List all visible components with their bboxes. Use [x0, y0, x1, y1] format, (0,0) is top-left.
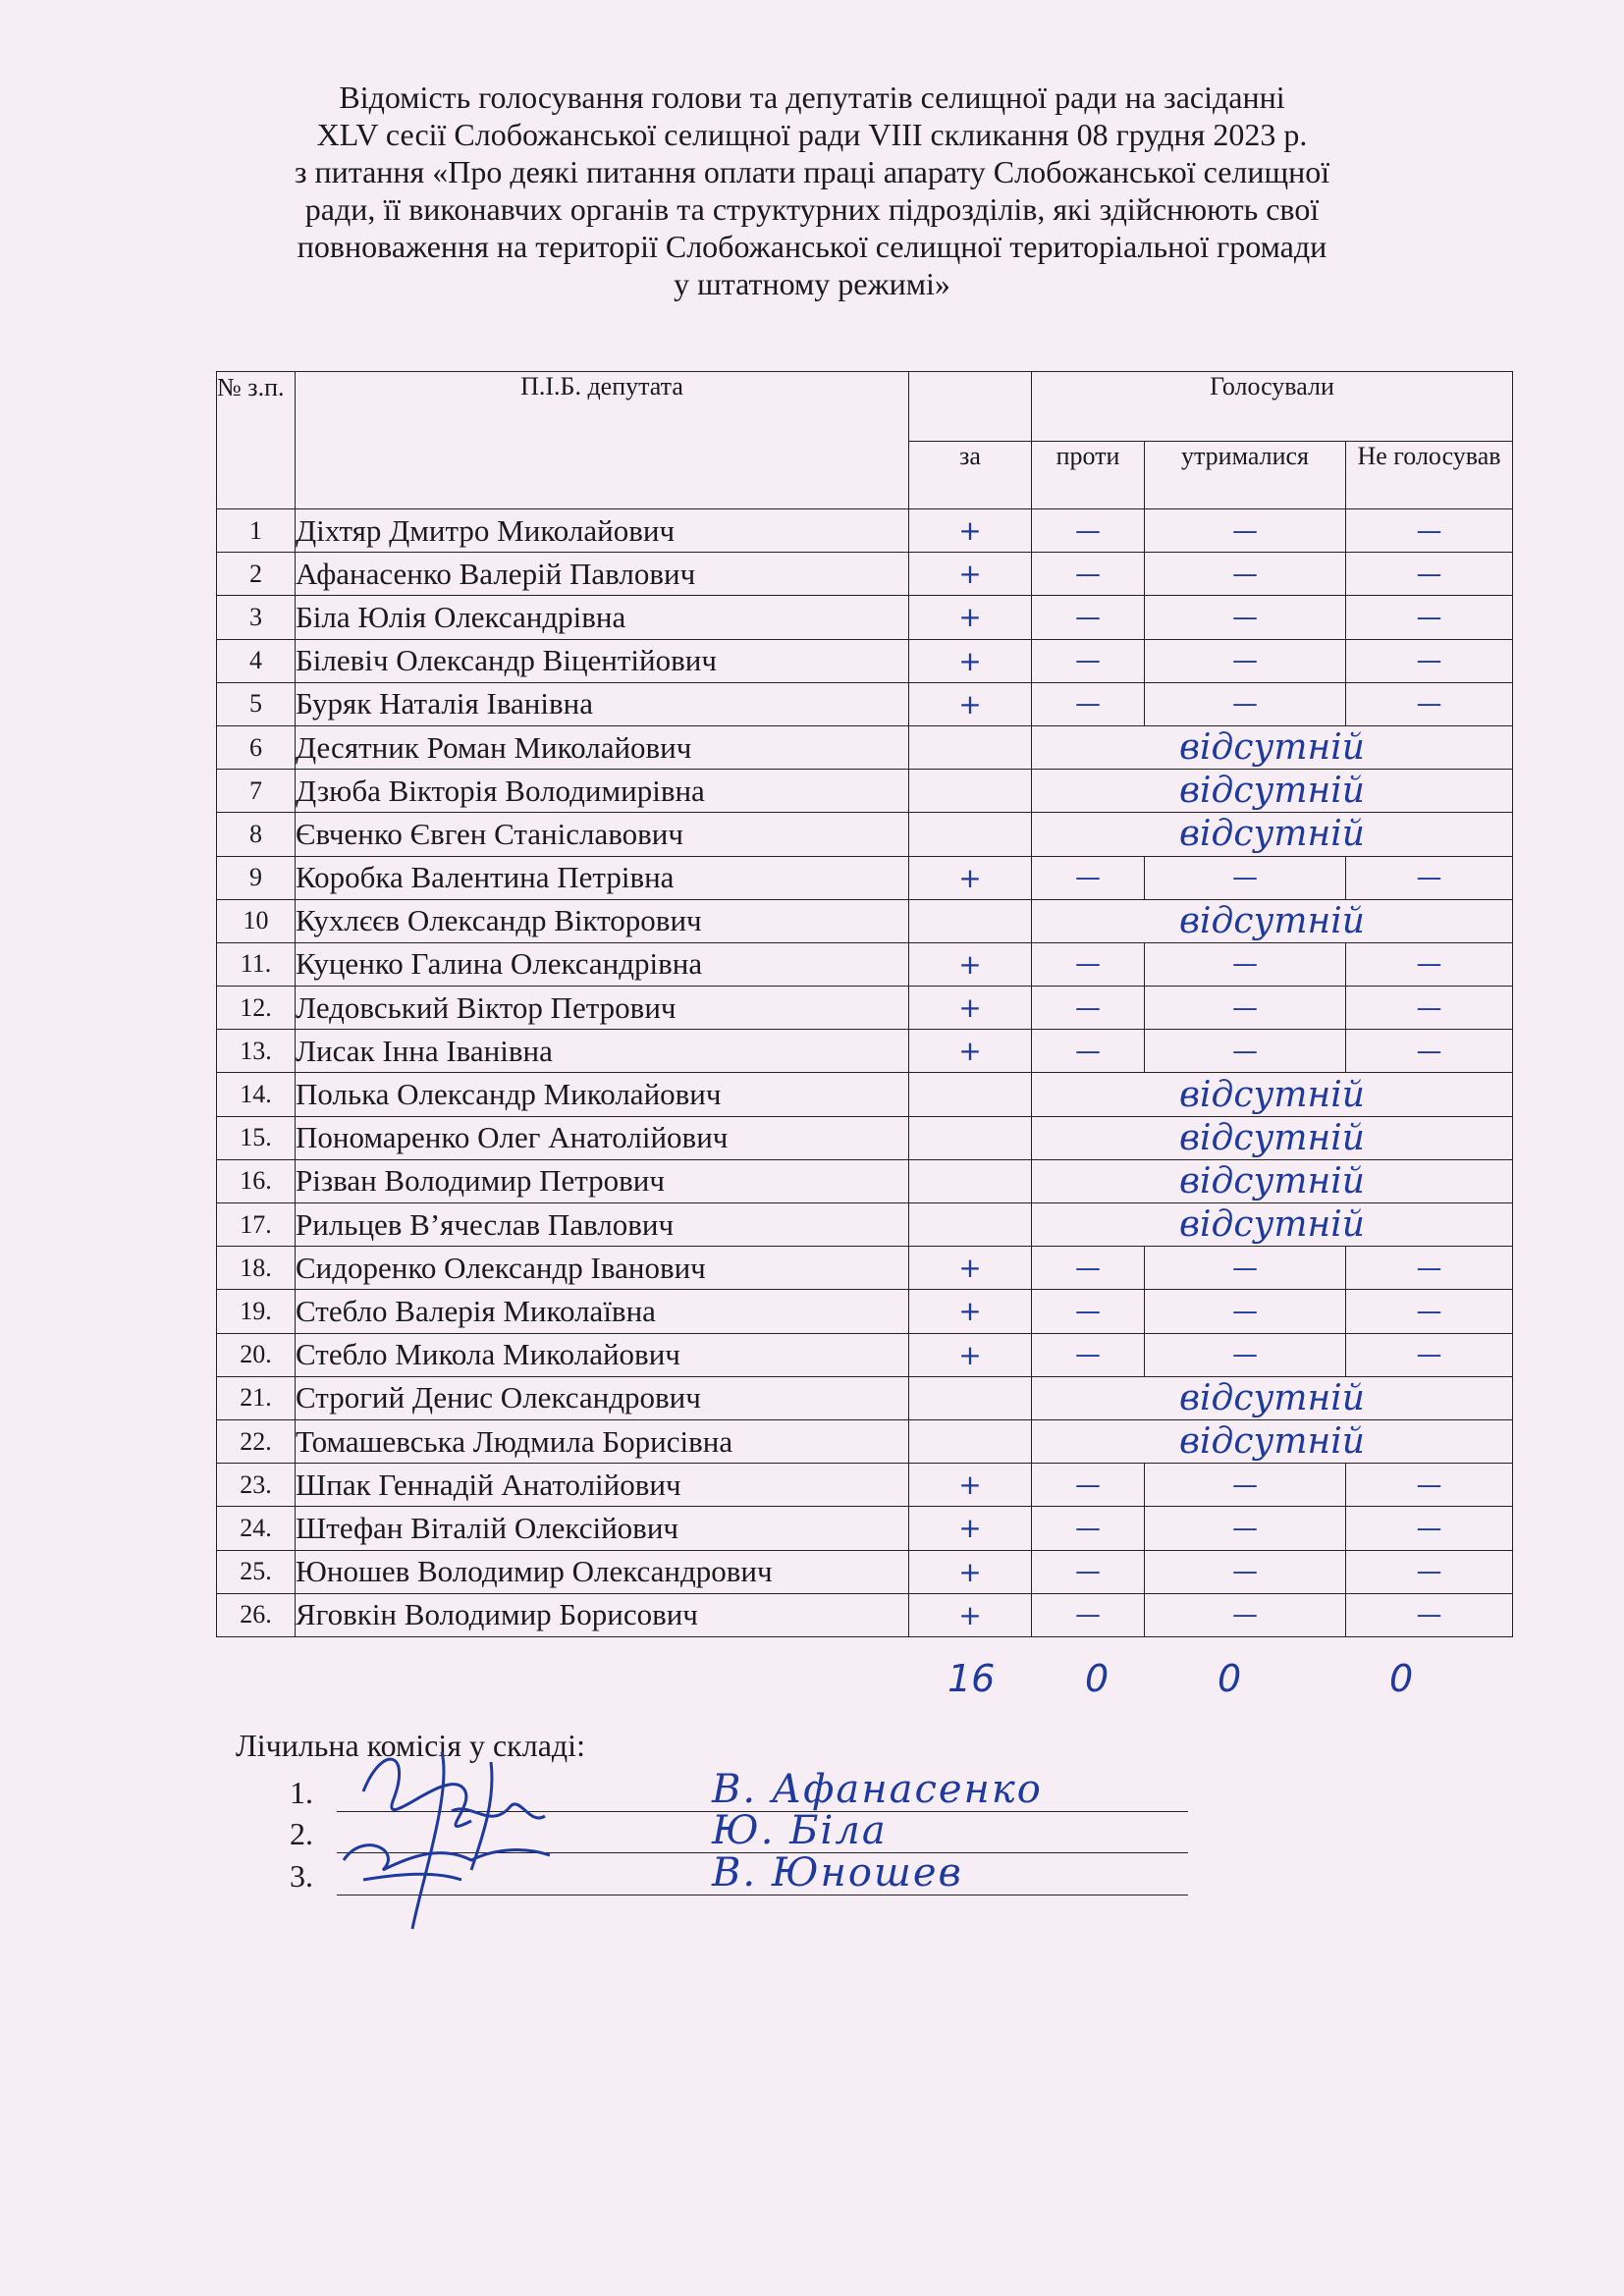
row-number: 6 [217, 725, 296, 769]
deputy-name: Буряк Наталія Іванівна [296, 682, 909, 725]
title-line: повноваження на території Слобожанської селищної територіальної громади [297, 229, 1327, 264]
vote-abstain-cell: — [1145, 682, 1346, 725]
vote-not-voted-cell: — [1346, 856, 1513, 899]
deputy-name: Діхтяр Дмитро Миколайович [296, 509, 909, 553]
vote-against-cell: — [1032, 682, 1145, 725]
table-row [217, 942, 1513, 986]
deputy-name: Стебло Валерія Миколаївна [296, 1290, 909, 1333]
vote-not-voted-cell: — [1346, 1290, 1513, 1333]
vote-against-cell: — [1032, 1464, 1145, 1507]
vote-for-cell: + [909, 1507, 1032, 1550]
signature-stroke-2 [452, 1804, 545, 1818]
deputy-name: Шпак Геннадій Анатолійович [296, 1464, 909, 1507]
signature-stroke-1 [363, 1752, 492, 1929]
table-row [217, 856, 1513, 899]
vote-not-voted-cell: — [1346, 1333, 1513, 1376]
vote-for-cell: + [909, 942, 1032, 986]
table-row [217, 1419, 1513, 1463]
vote-not-voted-cell: — [1346, 1550, 1513, 1593]
vote-not-voted-cell: — [1346, 682, 1513, 725]
title-line: Відомість голосування голови та депутатів селищної ради на засіданні [339, 80, 1285, 115]
absent-note: відсутній [1032, 1073, 1513, 1116]
deputy-name: Рильцев В’ячеслав Павлович [296, 1203, 909, 1247]
table-row [217, 1247, 1513, 1290]
vote-for-cell: + [909, 1290, 1032, 1333]
vote-against-cell: — [1032, 1030, 1145, 1073]
vote-for-cell [909, 813, 1032, 856]
row-number: 11. [217, 942, 296, 986]
absent-note: відсутній [1032, 1116, 1513, 1159]
table-row [217, 899, 1513, 942]
vote-abstain-cell: — [1145, 942, 1346, 986]
table-row [217, 725, 1513, 769]
vote-abstain-cell: — [1145, 1290, 1346, 1333]
table-row [217, 682, 1513, 725]
member-number: 3. [290, 1858, 313, 1894]
vote-for-cell [909, 770, 1032, 813]
deputy-name: Стебло Микола Миколайович [296, 1333, 909, 1376]
absent-note: відсутній [1032, 1376, 1513, 1419]
vote-not-voted-cell: — [1346, 1507, 1513, 1550]
vote-for-cell: + [909, 509, 1032, 553]
document-title [0, 79, 1624, 302]
vote-table [216, 371, 1513, 1637]
vote-for-cell [909, 725, 1032, 769]
vote-for-cell: + [909, 987, 1032, 1030]
absent-note: відсутній [1032, 813, 1513, 856]
table-row [217, 1159, 1513, 1202]
vote-against-cell: — [1032, 509, 1145, 553]
table-row [217, 1073, 1513, 1116]
row-number: 26. [217, 1593, 296, 1636]
vote-for-cell [909, 1073, 1032, 1116]
row-number: 21. [217, 1376, 296, 1419]
row-number: 24. [217, 1507, 296, 1550]
vote-for-cell: + [909, 682, 1032, 725]
table-row [217, 1376, 1513, 1419]
vote-not-voted-cell: — [1346, 596, 1513, 639]
vote-abstain-cell: — [1145, 639, 1346, 682]
deputy-name: Юношев Володимир Олександрович [296, 1550, 909, 1593]
table-row [217, 1550, 1513, 1593]
table-row [217, 1116, 1513, 1159]
col-header-name: П.І.Б. депутата [296, 372, 909, 509]
row-number: 25. [217, 1550, 296, 1593]
absent-note: відсутній [1032, 1203, 1513, 1247]
deputy-name: Томашевська Людмила Борисівна [296, 1419, 909, 1463]
vote-against-cell: — [1032, 1247, 1145, 1290]
deputy-name: Куценко Галина Олександрівна [296, 942, 909, 986]
vote-for-cell [909, 1203, 1032, 1247]
deputy-name: Білевіч Олександр Віцентійович [296, 639, 909, 682]
row-number: 5 [217, 682, 296, 725]
commission-title: Лічильна комісія у складі: [236, 1728, 585, 1763]
table-row [217, 553, 1513, 596]
row-number: 2 [217, 553, 296, 596]
deputy-name: Пономаренко Олег Анатолійович [296, 1116, 909, 1159]
absent-note: відсутній [1032, 1419, 1513, 1463]
title-line: ради, її виконавчих органів та структурних підрозділів, які здійснюють свої [304, 191, 1320, 227]
absent-note: відсутній [1032, 725, 1513, 769]
vote-abstain-cell: — [1145, 1593, 1346, 1636]
vote-for-cell: + [909, 639, 1032, 682]
member-number: 1. [290, 1775, 313, 1810]
member-signature: Ю. Біла [712, 1808, 888, 1853]
deputy-name: Строгий Денис Олександрович [296, 1376, 909, 1419]
vote-abstain-cell: — [1145, 1550, 1346, 1593]
col-header-number: № з.п. [217, 372, 296, 509]
deputy-name: Дзюба Вікторія Володимирівна [296, 770, 909, 813]
deputy-name: Різван Володимир Петрович [296, 1159, 909, 1202]
row-number: 20. [217, 1333, 296, 1376]
row-number: 9 [217, 856, 296, 899]
row-number: 17. [217, 1203, 296, 1247]
vote-against-cell: — [1032, 1550, 1145, 1593]
vote-abstain-cell: — [1145, 509, 1346, 553]
vote-against-cell: — [1032, 1593, 1145, 1636]
vote-not-voted-cell: — [1346, 1464, 1513, 1507]
table-row [217, 1333, 1513, 1376]
vote-against-cell: — [1032, 856, 1145, 899]
vote-abstain-cell: — [1145, 1464, 1346, 1507]
table-row [217, 1030, 1513, 1073]
vote-abstain-cell: — [1145, 1333, 1346, 1376]
vote-not-voted-cell: — [1346, 509, 1513, 553]
row-number: 19. [217, 1290, 296, 1333]
table-row [217, 1203, 1513, 1247]
vote-not-voted-cell: — [1346, 1593, 1513, 1636]
row-number: 23. [217, 1464, 296, 1507]
vote-not-voted-cell: — [1346, 1030, 1513, 1073]
title-line: у штатному режимі» [674, 266, 950, 301]
vote-for-cell: + [909, 1333, 1032, 1376]
vote-for-cell: + [909, 1550, 1032, 1593]
row-number: 18. [217, 1247, 296, 1290]
table-row [217, 987, 1513, 1030]
deputy-name: Афанасенко Валерій Павлович [296, 553, 909, 596]
vote-abstain-cell: — [1145, 987, 1346, 1030]
deputy-name: Лисак Інна Іванівна [296, 1030, 909, 1073]
deputy-name: Штефан Віталій Олексійович [296, 1507, 909, 1550]
absent-note: відсутній [1032, 770, 1513, 813]
deputy-name: Десятник Роман Миколайович [296, 725, 909, 769]
vote-against-cell: — [1032, 1507, 1145, 1550]
col-header-not-voted: Не голосував [1346, 442, 1513, 509]
vote-table-body [217, 509, 1513, 1637]
row-number: 14. [217, 1073, 296, 1116]
signature-stroke-3 [344, 1845, 550, 1880]
title-line: з питання «Про деякі питання оплати праці апарату Слобожанської селищної [294, 154, 1330, 189]
table-row [217, 639, 1513, 682]
vote-for-cell: + [909, 856, 1032, 899]
vote-against-cell: — [1032, 1290, 1145, 1333]
table-row [217, 813, 1513, 856]
row-number: 13. [217, 1030, 296, 1073]
deputy-name: Євченко Євген Станіславович [296, 813, 909, 856]
vote-against-cell: — [1032, 553, 1145, 596]
vote-abstain-cell: — [1145, 856, 1346, 899]
vote-abstain-cell: — [1145, 553, 1346, 596]
total-against: 0 [1085, 1657, 1110, 1700]
vote-not-voted-cell: — [1346, 1247, 1513, 1290]
deputy-name: Яговкін Володимир Борисович [296, 1593, 909, 1636]
vote-abstain-cell: — [1145, 1507, 1346, 1550]
deputy-name: Біла Юлія Олександрівна [296, 596, 909, 639]
row-number: 7 [217, 770, 296, 813]
handwritten-signatures-image [324, 1733, 658, 1958]
vote-against-cell: — [1032, 1333, 1145, 1376]
vote-for-cell [909, 1376, 1032, 1419]
vote-against-cell: — [1032, 596, 1145, 639]
vote-for-cell: + [909, 1593, 1032, 1636]
member-number: 2. [290, 1816, 313, 1851]
table-row [217, 1593, 1513, 1636]
vote-abstain-cell: — [1145, 1030, 1346, 1073]
vote-for-cell: + [909, 596, 1032, 639]
absent-note: відсутній [1032, 1159, 1513, 1202]
total-for: 16 [947, 1657, 996, 1700]
row-number: 4 [217, 639, 296, 682]
vote-for-cell: + [909, 1464, 1032, 1507]
member-signature: В. Афанасенко [712, 1767, 1043, 1812]
table-row [217, 770, 1513, 813]
vote-abstain-cell: — [1145, 596, 1346, 639]
table-row [217, 1464, 1513, 1507]
row-number: 12. [217, 987, 296, 1030]
deputy-name: Полька Олександр Миколайович [296, 1073, 909, 1116]
col-header-abstain: утрималися [1145, 442, 1346, 509]
title-line: XLV сесії Слобожанської селищної ради VIII скликання 08 грудня 2023 р. [316, 117, 1308, 152]
col-header-for: за [909, 442, 1032, 509]
vote-for-cell [909, 1159, 1032, 1202]
vote-not-voted-cell: — [1346, 553, 1513, 596]
vote-for-cell: + [909, 1030, 1032, 1073]
row-number: 8 [217, 813, 296, 856]
vote-against-cell: — [1032, 639, 1145, 682]
row-number: 3 [217, 596, 296, 639]
vote-for-cell [909, 899, 1032, 942]
vote-not-voted-cell: — [1346, 639, 1513, 682]
vote-not-voted-cell: — [1346, 942, 1513, 986]
vote-for-cell [909, 1116, 1032, 1159]
vote-abstain-cell: — [1145, 1247, 1346, 1290]
vote-against-cell: — [1032, 942, 1145, 986]
deputy-name: Сидоренко Олександр Іванович [296, 1247, 909, 1290]
deputy-name: Ледовський Віктор Петрович [296, 987, 909, 1030]
member-signature: В. Юношев [712, 1850, 963, 1896]
row-number: 10 [217, 899, 296, 942]
row-number: 16. [217, 1159, 296, 1202]
vote-not-voted-cell: — [1346, 987, 1513, 1030]
row-number: 22. [217, 1419, 296, 1463]
absent-note: відсутній [1032, 899, 1513, 942]
table-row [217, 1290, 1513, 1333]
row-number: 15. [217, 1116, 296, 1159]
vote-for-cell: + [909, 1247, 1032, 1290]
table-row [217, 596, 1513, 639]
col-header-blank [909, 372, 1032, 442]
deputy-name: Коробка Валентина Петрівна [296, 856, 909, 899]
vote-against-cell: — [1032, 987, 1145, 1030]
total-abstain: 0 [1218, 1657, 1242, 1700]
vote-for-cell: + [909, 553, 1032, 596]
table-row [217, 509, 1513, 553]
row-number: 1 [217, 509, 296, 553]
vote-for-cell [909, 1419, 1032, 1463]
col-header-voted: Голосували [1032, 372, 1513, 442]
col-header-against: проти [1032, 442, 1145, 509]
table-row [217, 1507, 1513, 1550]
total-not-voted: 0 [1389, 1657, 1414, 1700]
deputy-name: Кухлєєв Олександр Вікторович [296, 899, 909, 942]
